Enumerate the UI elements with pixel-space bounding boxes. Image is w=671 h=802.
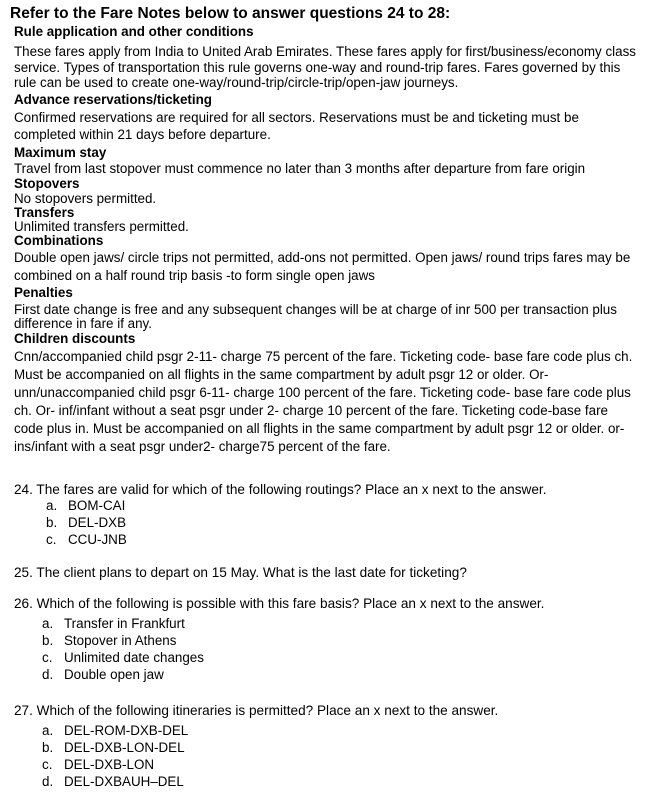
section-text-line: Cnn/accompanied child psgr 2-11- charge 75 percent of the fare. Ticketing code- base fare code plus ch. — [14, 349, 633, 364]
option-label: Double open jaw — [64, 667, 164, 682]
option-marker: d. — [42, 667, 54, 682]
section-heading-transfers: Transfers — [14, 205, 75, 220]
option-label: BOM-CAI — [68, 498, 126, 513]
option-marker: c. — [42, 757, 53, 772]
option-marker: b. — [42, 740, 54, 755]
option-marker: c. — [46, 532, 57, 547]
option-marker: a. — [46, 498, 58, 513]
question-24-option-a[interactable] — [46, 498, 125, 514]
section-heading-advance-reservations: Advance reservations/ticketing — [14, 92, 212, 107]
option-marker: c. — [42, 650, 53, 665]
section-heading-children-discounts: Children discounts — [14, 331, 136, 346]
option-label: DEL-DXB — [68, 515, 127, 530]
section-heading-combinations: Combinations — [14, 233, 104, 248]
section-text-line: First date change is free and any subsequent changes will be at charge of inr 500 per transaction plus — [14, 302, 617, 317]
section-heading-stopovers: Stopovers — [14, 176, 80, 191]
question-26-option-b[interactable] — [42, 633, 176, 649]
page-title: Refer to the Fare Notes below to answer questions 24 to 28: — [10, 5, 451, 22]
question-26-option-d[interactable] — [42, 667, 164, 683]
section-text-line: Unlimited transfers permitted. — [14, 219, 189, 234]
section-text-line: service. Types of transportation this rule governs one-way and round-trip fares. Fares governed by this — [14, 60, 621, 75]
section-text-line: code plus in. Must be accompanied on all flights in the same compartment by adult psgr 12 or older. or- — [14, 421, 625, 436]
question-27-option-c[interactable] — [42, 757, 154, 773]
question-24-text: 24. The fares are valid for which of the following routings? Place an x next to the answer. — [14, 482, 547, 497]
option-marker: a. — [42, 616, 54, 631]
section-text-line: Confirmed reservations are required for all sectors. Reservations must be and ticketing must be — [14, 110, 579, 125]
question-26-option-a[interactable] — [42, 616, 185, 632]
question-26-option-c[interactable] — [42, 650, 204, 666]
section-heading-maximum-stay: Maximum stay — [14, 145, 107, 160]
option-marker: a. — [42, 723, 54, 738]
section-heading-rule-application: Rule application and other conditions — [14, 24, 254, 39]
option-label: DEL-DXBAUH–DEL — [64, 774, 184, 789]
option-label: DEL-DXB-LON — [64, 757, 155, 772]
section-text-line: ins/infant with a seat psgr under2- charge75 percent of the fare. — [14, 439, 391, 454]
option-label: Unlimited date changes — [64, 650, 204, 665]
option-marker: d. — [42, 774, 54, 789]
option-marker: b. — [46, 515, 58, 530]
question-27-text: 27. Which of the following itineraries is permitted? Place an x next to the answer. — [14, 703, 499, 718]
question-27-option-d[interactable] — [42, 774, 184, 790]
option-label: DEL-ROM-DXB-DEL — [64, 723, 189, 738]
section-text-line: ch. Or- inf/infant without a seat psgr under 2- charge 10 percent of the fare. Ticketing code-base fare — [14, 403, 608, 418]
question-27-option-a[interactable] — [42, 723, 188, 739]
question-24-option-c[interactable] — [46, 532, 127, 548]
section-text-line: combined on a half round trip basis -to form single open jaws — [14, 268, 375, 283]
question-26-text: 26. Which of the following is possible with this fare basis? Place an x next to the answer. — [14, 596, 545, 611]
section-text-line: Travel from last stopover must commence no later than 3 months after departure from fare origin — [14, 161, 586, 176]
option-marker: b. — [42, 633, 54, 648]
option-label: Stopover in Athens — [64, 633, 177, 648]
section-text-line: Double open jaws/ circle trips not permitted, add-ons not permitted. Open jaws/ round trips fares may be — [14, 250, 631, 265]
section-text-line: unn/unaccompanied child psgr 6-11- charge 100 percent of the fare. Ticketing code- base fare code plus — [14, 385, 631, 400]
option-label: CCU-JNB — [68, 532, 127, 547]
section-text-line: Must be accompanied on all flights in the same compartment by adult psgr 12 or older. Or- — [14, 367, 549, 382]
question-24-option-b[interactable] — [46, 515, 126, 531]
option-label: Transfer in Frankfurt — [64, 616, 185, 631]
question-27-option-b[interactable] — [42, 740, 185, 756]
section-text-line: No stopovers permitted. — [14, 191, 157, 206]
section-text-line: difference in fare if any. — [14, 316, 152, 331]
option-label: DEL-DXB-LON-DEL — [64, 740, 185, 755]
question-25-text: 25. The client plans to depart on 15 May. What is the last date for ticketing? — [14, 565, 467, 580]
section-text-line: rule can be used to create one-way/round-trip/circle-trip/open-jaw journeys. — [14, 75, 459, 90]
section-text-line: These fares apply from India to United Arab Emirates. These fares apply for first/business/economy class — [14, 44, 636, 59]
section-text-line: completed within 21 days before departure. — [14, 127, 271, 142]
section-heading-penalties: Penalties — [14, 285, 73, 300]
